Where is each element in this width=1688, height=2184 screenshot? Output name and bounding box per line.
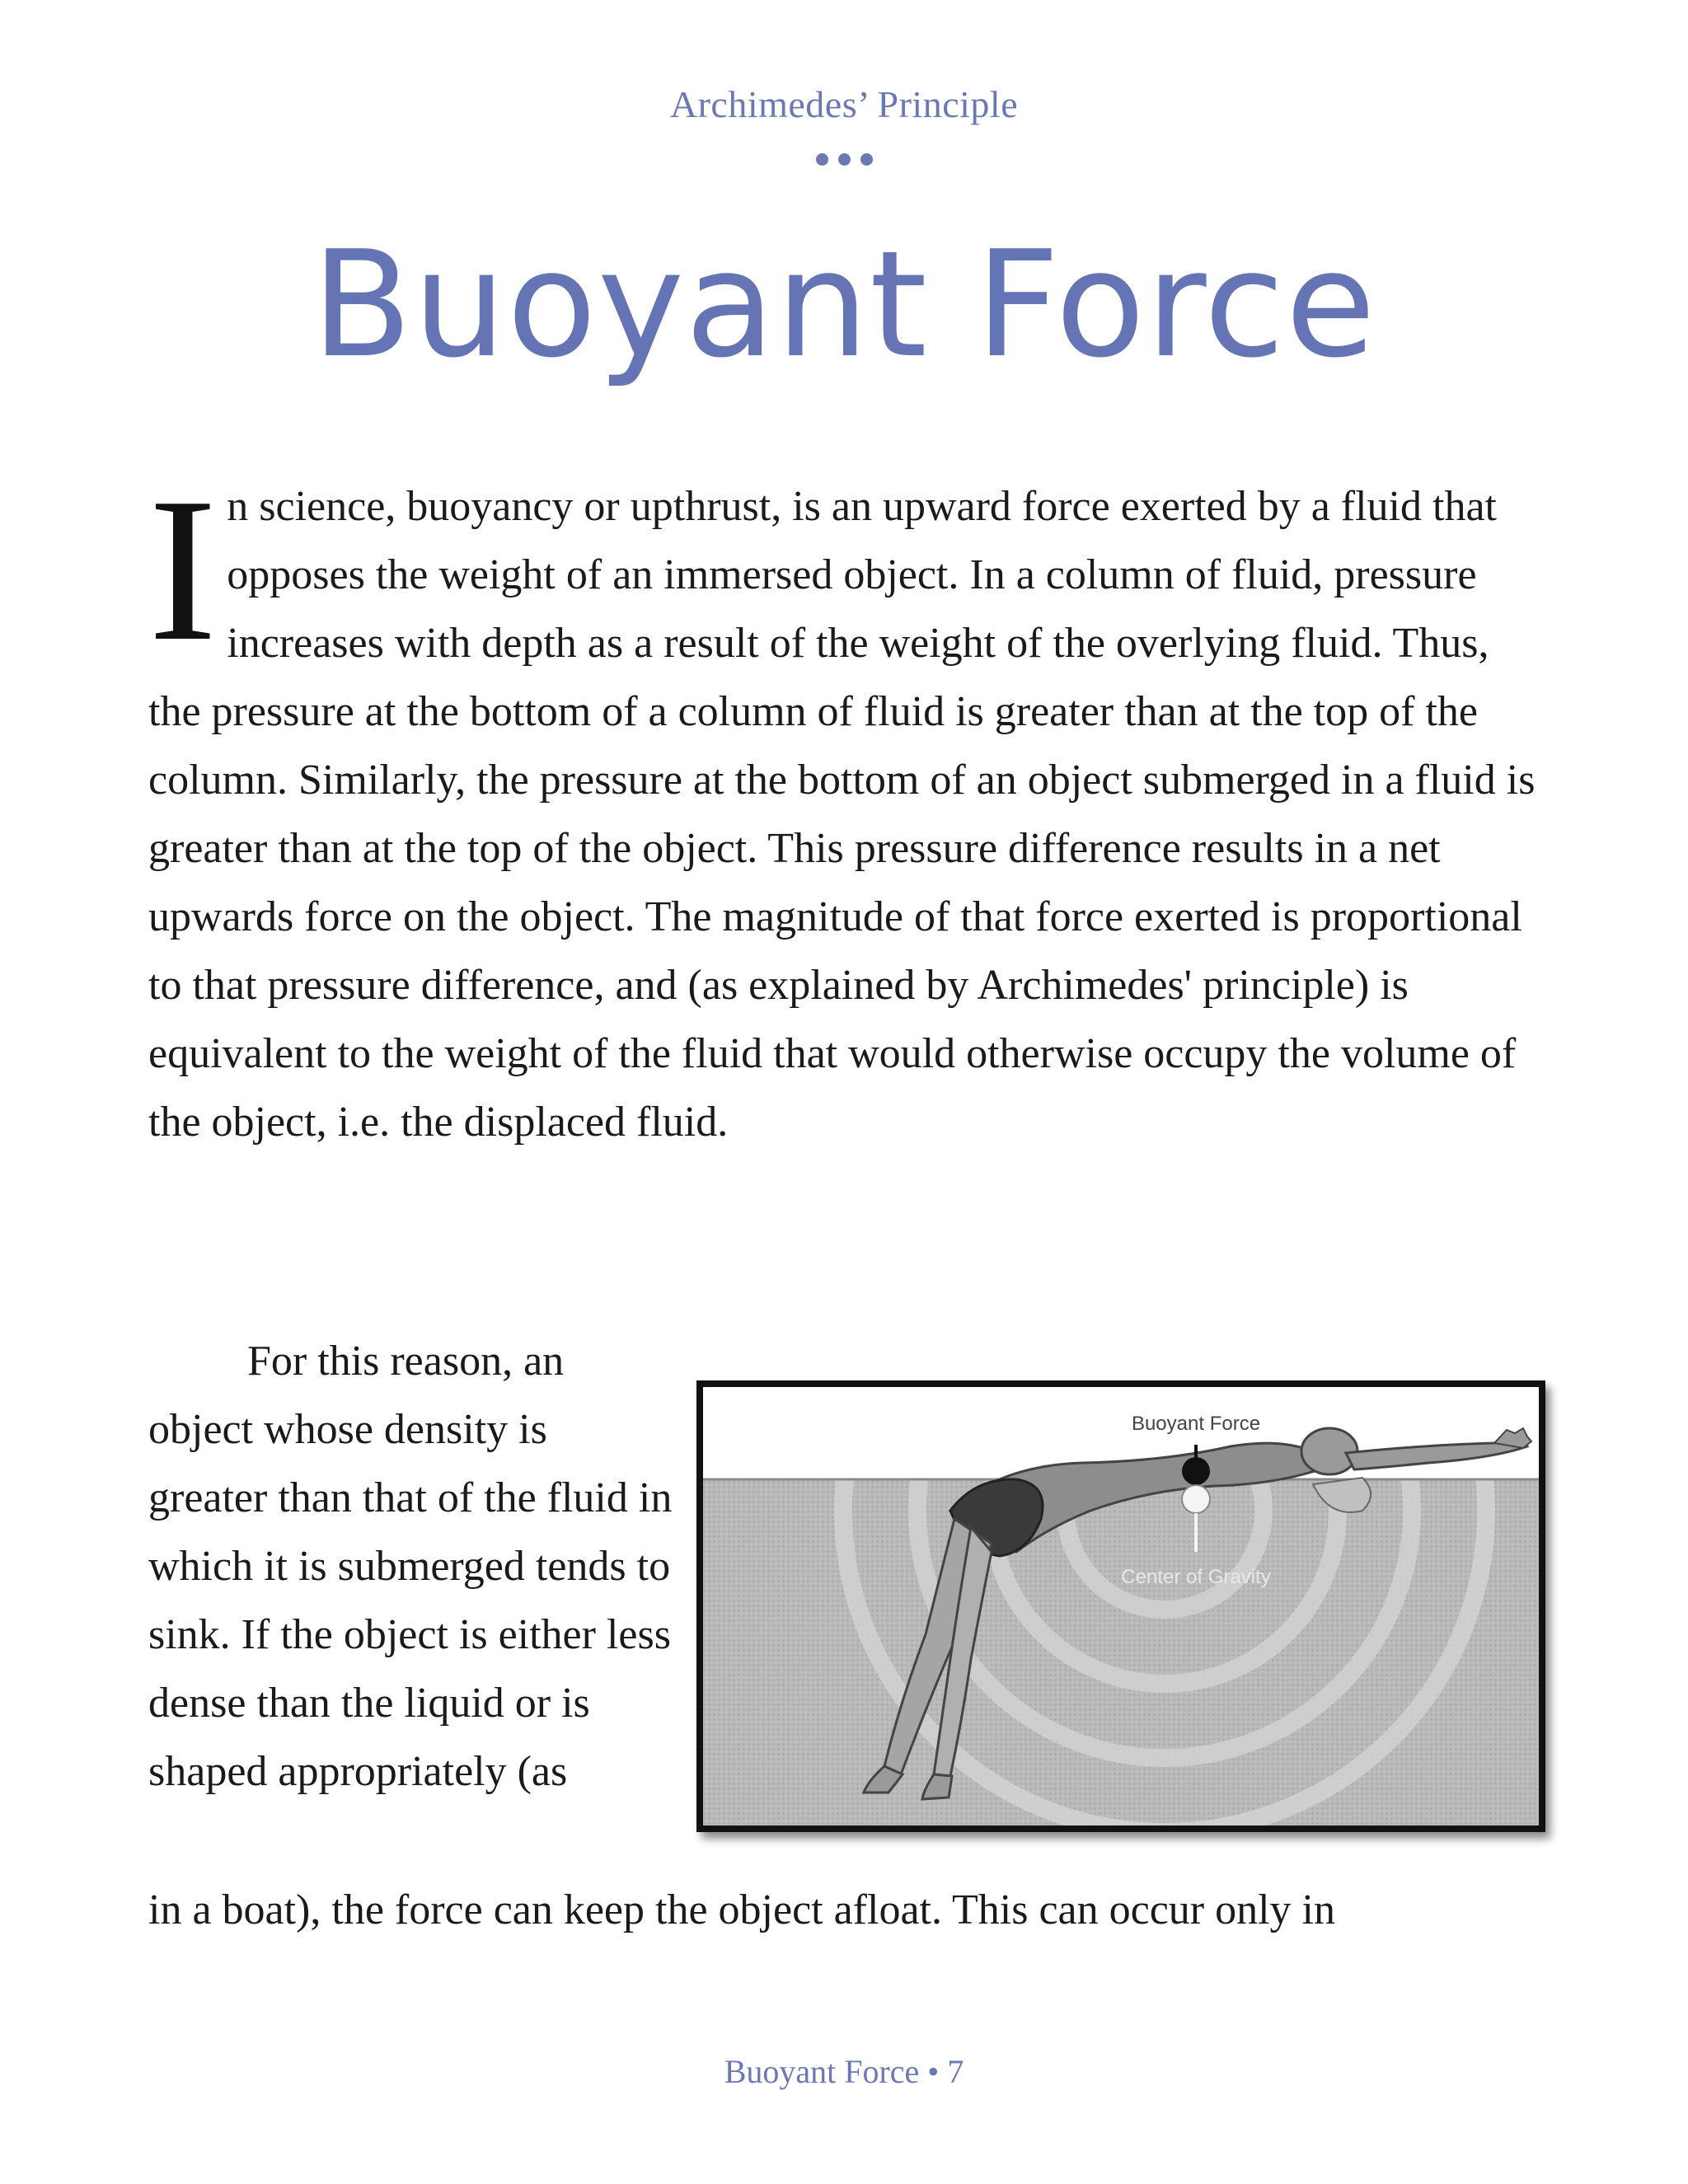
center-of-gravity-label: Center of Gravity (1121, 1566, 1271, 1588)
swimmer-illustration (703, 1387, 1539, 1825)
second-paragraph-tail-text: in a boat), the force can keep the object afloat. This can occur only in (148, 1886, 1336, 1933)
buoyancy-center-marker (1182, 1457, 1210, 1485)
ornament-dot (838, 153, 851, 166)
page-footer: Buoyant Force • 7 (724, 2053, 964, 2090)
drop-cap: I (148, 456, 218, 684)
gravity-center-marker (1182, 1485, 1210, 1513)
ornament-dot (860, 153, 873, 166)
intro-text: n science, buoyancy or upthrust, is an upward force exerted by a fluid that opposes the weight of an immersed object. In a column of fluid, pressure increases with depth as a result of the weight of the overlying fluid. Thus, the pressure at the bottom of a column of fluid is greater than at the top of the column. Similarly, the pressure at the bottom of an object submerged in a fluid is greater than at the top of the object. This pressure difference results in a net upwards force on the object. The magnitude of that force exerted is proportional to that pressure difference, and (as explained by Archimedes' principle) is equivalent to the weight of the fluid that would otherwise occupy the volume of the object, i.e. the displaced fluid. (148, 483, 1536, 1146)
second-paragraph-wrapped-text: For this reason, an object whose density is greater than that of the fluid in which it is submerged tends to sink. If the object is either less dense than the liquid or is shaped appropriately (as (148, 1338, 673, 1795)
page-title: Buoyant Force (311, 219, 1377, 390)
running-header: Archimedes’ Principle (669, 83, 1019, 125)
ornament-dot (816, 153, 828, 166)
buoyant-force-label: Buoyant Force (1131, 1413, 1261, 1435)
buoyancy-figure (696, 1380, 1545, 1832)
intro-paragraph (148, 456, 1541, 1156)
header-ornament (0, 153, 1688, 166)
